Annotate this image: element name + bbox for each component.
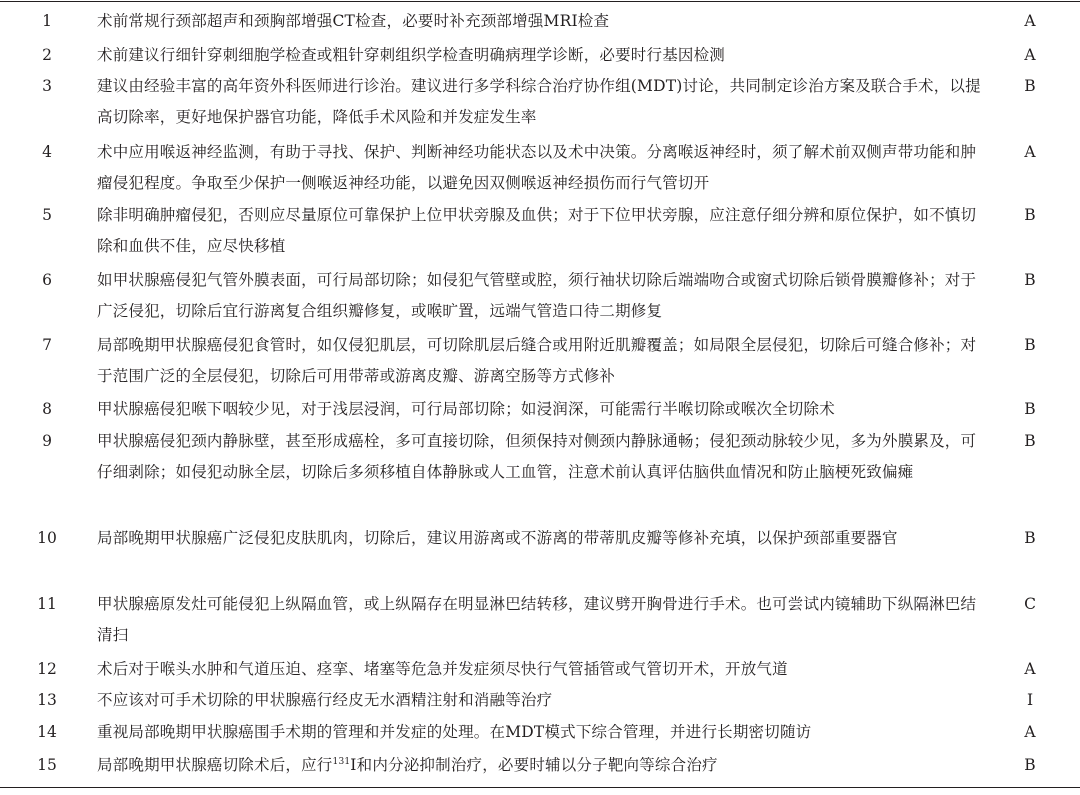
text-after-isotope: I和内分泌抑制治疗，必要时辅以分子靶向等综合治疗	[350, 756, 718, 774]
evidence-grade: C	[1024, 595, 1036, 613]
row-number: 15	[37, 756, 57, 774]
recommendation-text: 建议由经验丰富的高年资外科医师进行诊治。建议进行多学科综合治疗协作组(MDT)讨论，共同制定诊治方案及联合手术，以提高切除率，更好地保护器官功能，降低手术风险和并发症发生率	[97, 77, 981, 126]
recommendation-text	[97, 750, 987, 781]
row-number: 11	[37, 595, 57, 613]
row-number: 4	[42, 143, 52, 161]
row-number: 1	[42, 12, 52, 30]
isotope-superscript: 131	[332, 756, 351, 767]
row-number: 5	[42, 206, 52, 224]
row-number: 13	[37, 691, 57, 709]
evidence-grade: A	[1024, 46, 1036, 64]
row-number: 7	[42, 336, 52, 354]
evidence-grade: B	[1024, 529, 1036, 547]
bottom-rule	[0, 787, 1080, 788]
evidence-grade: B	[1024, 271, 1036, 289]
recommendation-text: 局部晚期甲状腺癌侵犯食管时，如仅侵犯肌层，可切除肌层后缝合或用附近肌瓣覆盖；如局限全层侵犯，切除后可缝合修补；对于范围广泛的全层侵犯，切除后可用带蒂或游离皮瓣、游离空肠等方式修补	[97, 336, 977, 385]
evidence-grade: B	[1024, 77, 1036, 95]
evidence-grade: B	[1024, 400, 1036, 418]
evidence-grade: I	[1026, 691, 1034, 709]
recommendation-text: 局部晚期甲状腺癌广泛侵犯皮肤肌肉，切除后，建议用游离或不游离的带蒂肌皮瓣等修补充填，以保护颈部重要器官	[97, 529, 898, 547]
evidence-grade: A	[1024, 723, 1036, 741]
row-number: 8	[42, 400, 52, 418]
row-number: 2	[42, 46, 52, 64]
evidence-grade: B	[1024, 206, 1036, 224]
row-number: 12	[37, 660, 57, 678]
evidence-grade: A	[1024, 143, 1036, 161]
evidence-grade: B	[1024, 756, 1036, 774]
evidence-grade: B	[1024, 432, 1036, 450]
recommendation-text: 术后对于喉头水肿和气道压迫、痉挛、堵塞等危急并发症须尽快行气管插管或气管切开术，开放气道	[97, 660, 788, 678]
text-before-isotope: 局部晚期甲状腺癌切除术后，应行	[97, 756, 333, 774]
row-number: 14	[37, 723, 57, 741]
recommendation-text: 甲状腺癌侵犯喉下咽较少见，对于浅层浸润，可行局部切除；如浸润深，可能需行半喉切除或喉次全切除术	[97, 400, 835, 418]
recommendation-text: 甲状腺癌原发灶可能侵犯上纵隔血管，或上纵隔存在明显淋巴结转移，建议劈开胸骨进行手术。也可尝试内镜辅助下纵隔淋巴结清扫	[97, 595, 977, 644]
recommendation-text: 术中应用喉返神经监测，有助于寻找、保护、判断神经功能状态以及术中决策。分离喉返神经时，须了解术前双侧声带功能和肿瘤侵犯程度。争取至少保护一侧喉返神经功能，以避免因双侧喉返神经损伤而行气管切开	[97, 143, 977, 192]
row-number: 10	[37, 529, 57, 547]
evidence-grade: A	[1024, 660, 1036, 678]
row-number: 6	[42, 271, 52, 289]
recommendation-text: 术前常规行颈部超声和颈胸部增强CT检查，必要时补充颈部增强MRI检查	[97, 12, 610, 30]
top-rule	[0, 1, 1080, 2]
row-number: 3	[42, 77, 52, 95]
recommendation-text: 术前建议行细针穿刺细胞学检查或粗针穿刺组织学检查明确病理学诊断，必要时行基因检测	[97, 46, 726, 64]
row-number: 9	[42, 432, 52, 450]
recommendation-text: 不应该对可手术切除的甲状腺癌行经皮无水酒精注射和消融等治疗	[97, 691, 553, 709]
evidence-grade: A	[1024, 12, 1036, 30]
recommendation-text: 甲状腺癌侵犯颈内静脉壁，甚至形成癌栓，多可直接切除，但须保持对侧颈内静脉通畅；侵犯颈动脉较少见，多为外膜累及，可仔细剥除；如侵犯动脉全层，切除后多须移植自体静脉或人工血管，注意术前认真评估脑供血情况和防止脑梗死致偏瘫	[97, 432, 977, 481]
recommendation-text: 如甲状腺癌侵犯气管外膜表面，可行局部切除；如侵犯气管壁或腔，须行袖状切除后端端吻合或窗式切除后锁骨膜瓣修补；对于广泛侵犯，切除后宜行游离复合组织瓣修复，或喉旷置，远端气管造口待二期修复	[97, 271, 977, 320]
recommendation-text: 重视局部晚期甲状腺癌围手术期的管理和并发症的处理。在MDT模式下综合管理，并进行长期密切随访	[97, 723, 812, 741]
recommendation-text: 除非明确肿瘤侵犯，否则应尽量原位可靠保护上位甲状旁腺及血供；对于下位甲状旁腺，应注意仔细分辨和原位保护，如不慎切除和血供不佳，应尽快移植	[97, 206, 977, 255]
evidence-grade: B	[1024, 336, 1036, 354]
